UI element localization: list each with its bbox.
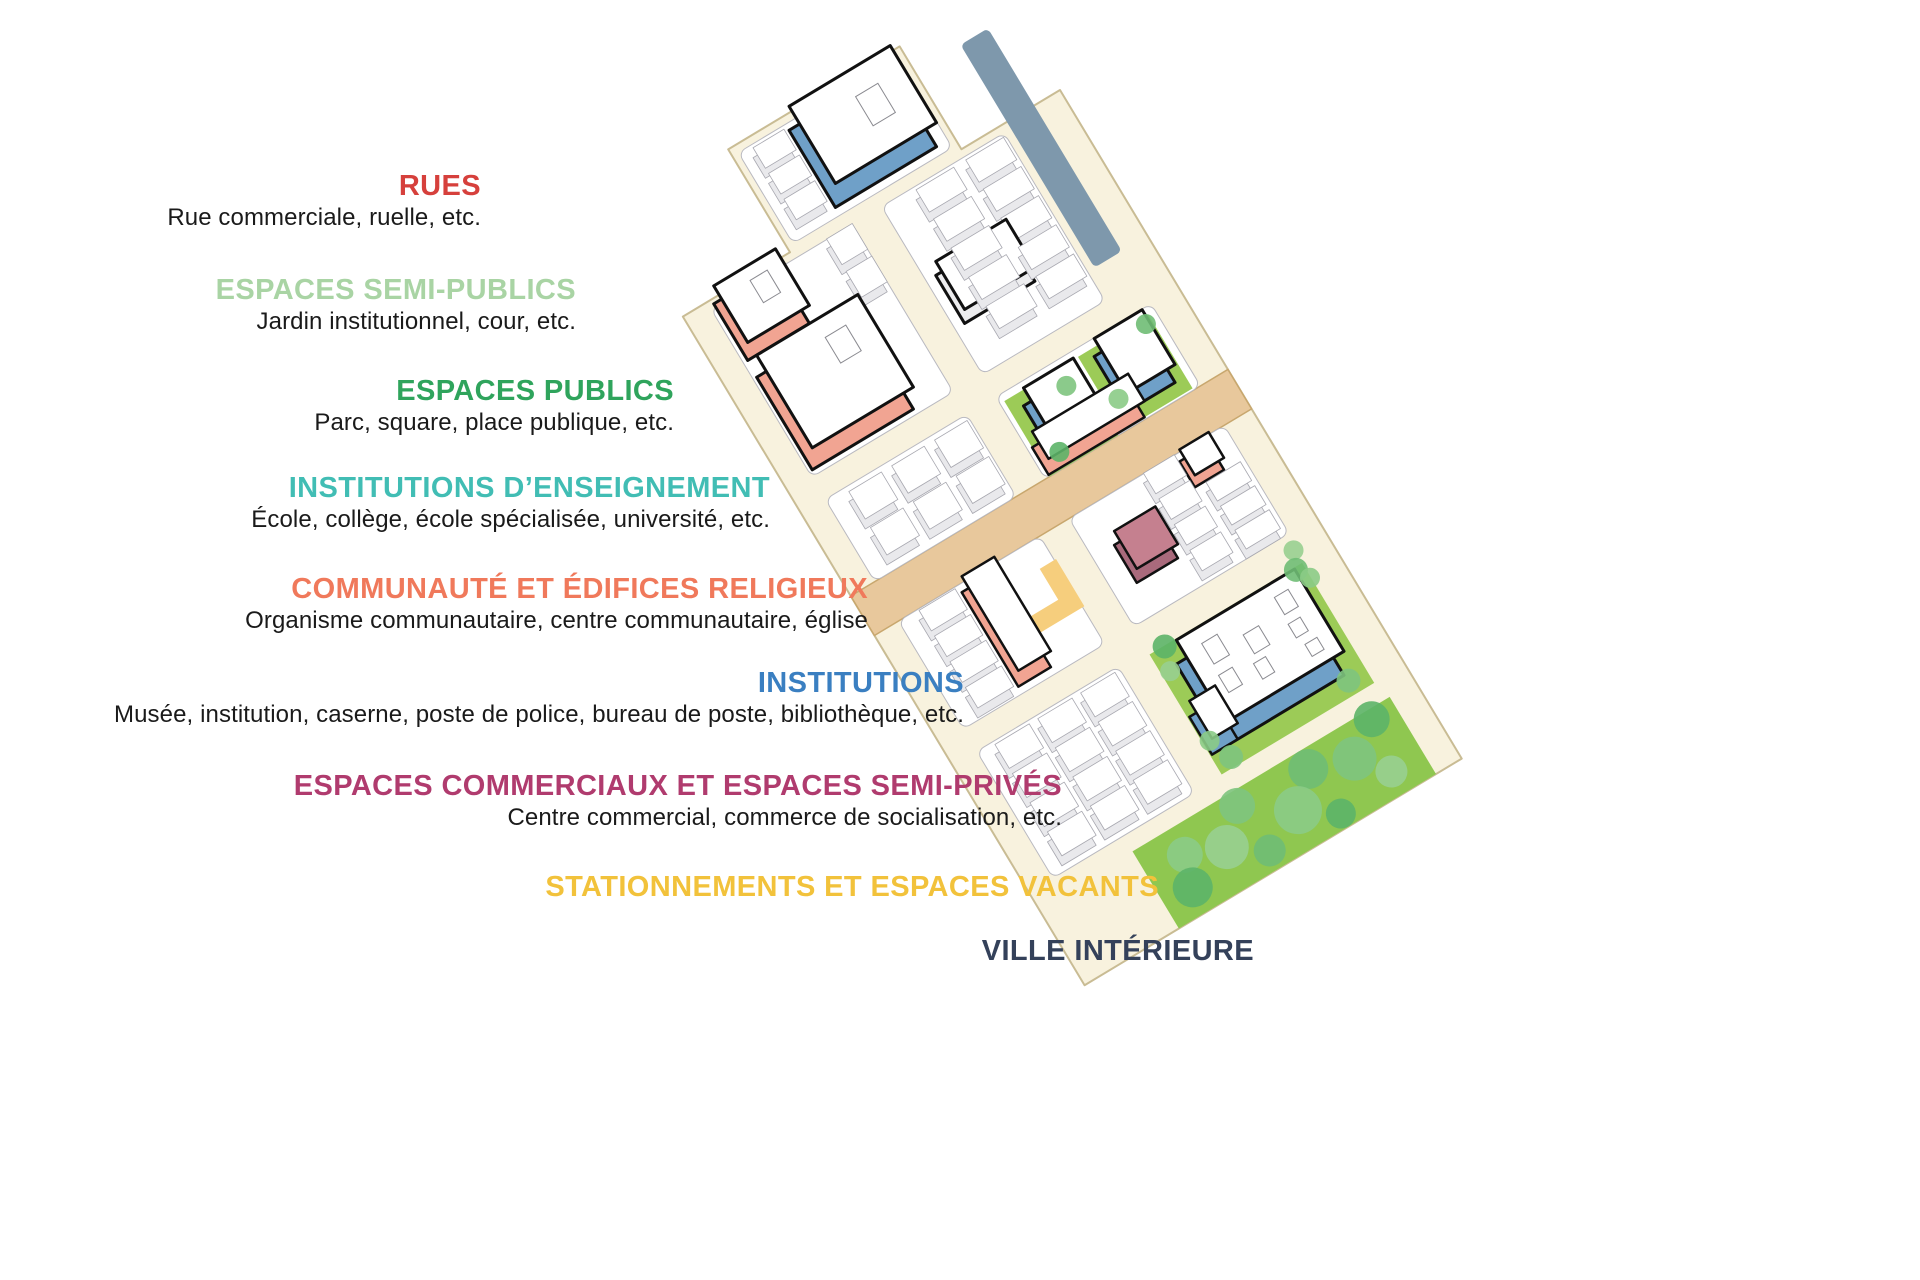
- legend-subtitle-espaces-commerciaux: Centre commercial, commerce de socialisation, etc.: [507, 804, 1062, 832]
- legend-title-espaces-commerciaux: ESPACES COMMERCIAUX ET ESPACES SEMI-PRIVÉS: [293, 770, 1062, 802]
- legend-subtitle-rues: Rue commerciale, ruelle, etc.: [167, 204, 481, 232]
- legend-title-institutions-enseignement: INSTITUTIONS D’ENSEIGNEMENT: [288, 472, 770, 504]
- legend-title-ville-interieure: VILLE INTÉRIEURE: [981, 935, 1254, 967]
- legend-title-espaces-publics: ESPACES PUBLICS: [396, 375, 674, 407]
- legend-title-communaute-edifices-religieux: COMMUNAUTÉ ET ÉDIFICES RELIGIEUX: [291, 573, 868, 605]
- legend-title-espaces-semi-publics: ESPACES SEMI-PUBLICS: [215, 274, 576, 306]
- legend-subtitle-communaute-edifices-religieux: Organisme communautaire, centre communautaire, église: [245, 607, 868, 635]
- legend-title-rues: RUES: [398, 170, 481, 202]
- legend-subtitle-institutions-enseignement: École, collège, école spécialisée, université, etc.: [251, 506, 770, 534]
- legend-title-institutions: INSTITUTIONS: [757, 667, 964, 699]
- legend-subtitle-espaces-publics: Parc, square, place publique, etc.: [314, 409, 674, 437]
- legend-subtitle-espaces-semi-publics: Jardin institutionnel, cour, etc.: [256, 308, 576, 336]
- legend-subtitle-institutions: Musée, institution, caserne, poste de police, bureau de poste, bibliothèque, etc.: [114, 701, 964, 729]
- legend-title-stationnements: STATIONNEMENTS ET ESPACES VACANTS: [545, 871, 1159, 903]
